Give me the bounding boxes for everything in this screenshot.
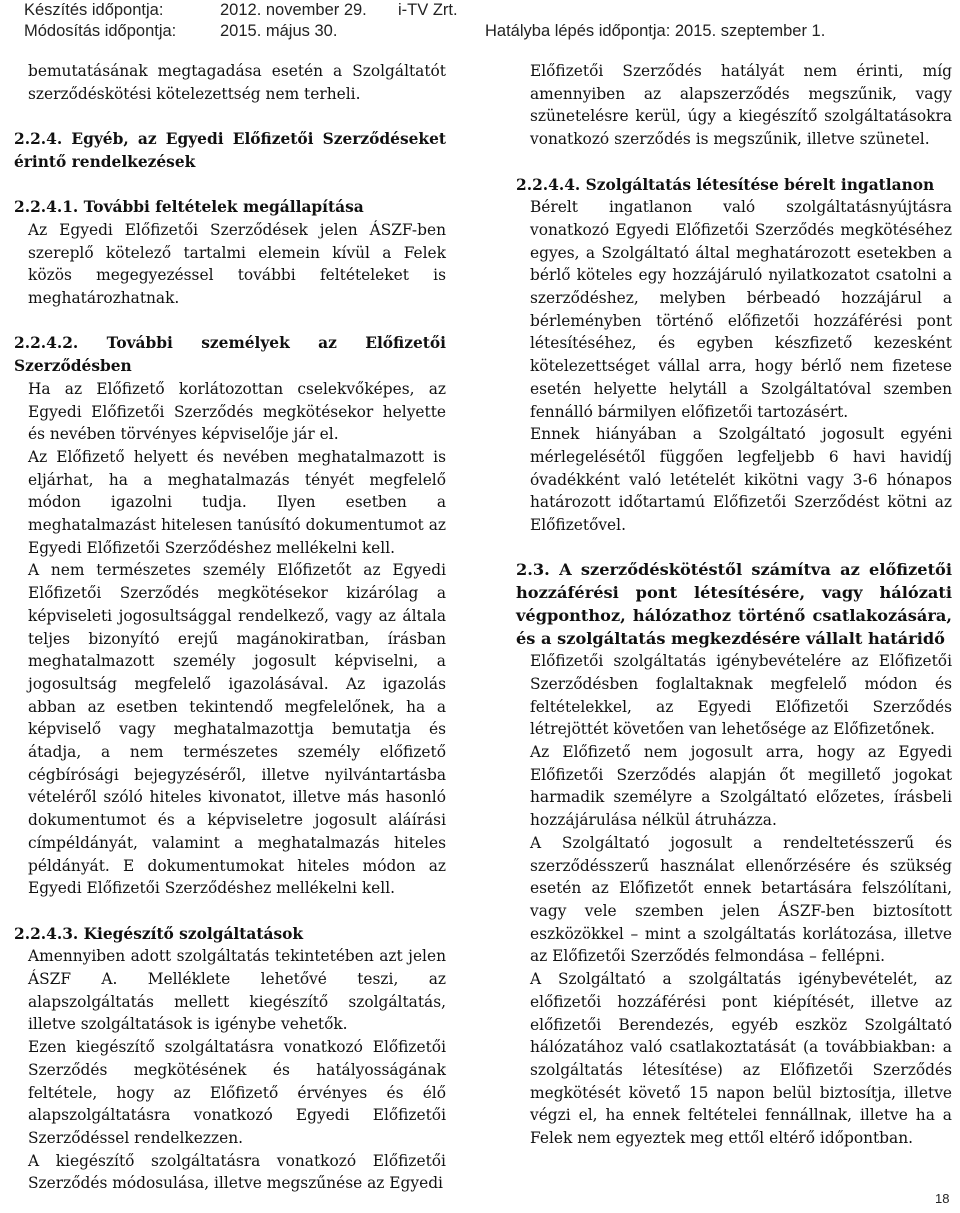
paragraph: A Szolgáltató jogosult a rendeltetésszerű és szerződésszerű használat ellenőrzésére és szükség esetén az Előfizetőt ennek betartására felszólítani, vagy vele szemben jelen ÁSZF-ben biztosított eszközökkel – mint a szolgáltatás korlátozása, illetve az Előfizetői Szerződés felmondása – fellépni. — [530, 833, 952, 966]
paragraph: A Szolgáltató a szolgáltatás igénybevételét, az előfizetői hozzáférési pont kiépítését, illetve az előfizetői Berendezés, egyéb eszköz Szolgáltató hálózatához való csatlakoztatását (a továbbiakban: a szolgáltatás létesítése) az Előfizetői Szerződés megkötését követő 15 napon belül biztosítja, illetve végzi el, ha ennek feltételei fennállnak, illetve ha a Felek nem egyeztek meg ettől eltérő időpontban. — [530, 970, 952, 1148]
right-column — [516, 60, 952, 1150]
paragraph: A nem természetes személy Előfizetőt az Egyedi Előfizetői Szerződés megkötésekor kizárólag a képviseleti jogosultsággal rendelkező, vagy az általa teljes bizonyító erejű magánokiratban, írásban meghatalmazott személy jogosult képviselni, a jogosultság megfelelő igazolásával. Az igazolás abban az esetben tekintendő megfelelőnek, ha a képviselő vagy meghatalmazottja bemutatja és átadja, a nem természetes személy előfizető cégbírósági bejegyzéséről, illetve nyilvántartásba vételéről szóló hiteles kivonatot, illetve más hasonló dokumentumot és a képviseletre jogosult aláírási címpéldányát, valamint a meghatalmazás hiteles példányát. E dokumentumokat hiteles módon az Egyedi Előfizetői Szerződéshez mellékelni kell. — [28, 561, 446, 898]
page-number: 18 — [935, 1191, 950, 1206]
created-value: 2012. november 29. — [220, 1, 367, 19]
section-heading: 2.2.4. Egyéb, az Egyedi Előfizetői Szerződéseket érintő rendelkezések — [14, 130, 446, 171]
paragraph: Az Előfizető nem jogosult arra, hogy az Egyedi Előfizetői Szerződés alapján őt megillető jogokat harmadik személyre a Szolgáltató előzetes, írásbeli hozzájárulása nélkül átruházza. — [530, 743, 952, 830]
section-heading: 2.2.4.2. További személyek az Előfizetői Szerződésben — [14, 334, 446, 376]
paragraph: Bérelt ingatlanon való szolgáltatásnyújtásra vonatkozó Egyedi Előfizetői Szerződés megkötéséhez egyes, a Szolgáltató által meghatározott esetekben a bérlő köteles egy hozzájáruló nyilatkozatot csatolni a szerződéshez, melyben bérbeadó hozzájárul a bérleményben történő előfizetői hozzáférési pont létesítéséhez, és egyben készfizető kezesként kötelezettséget vállal arra, hogy bérlő nem fizetese esetén helyette helytáll a Szolgáltatóval szemben fennálló bármilyen előfizetői tartozásért. — [530, 198, 952, 421]
paragraph: Amennyiben adott szolgáltatás tekintetében azt jelen ÁSZF A. Melléklete lehetővé teszi, az alapszolgáltatás mellett kiegészítő szolgáltatás, illetve szolgáltatások is igénybe vehetők. — [28, 947, 446, 1034]
section-heading: 2.2.4.1. További feltételek megállapítása — [14, 198, 364, 217]
paragraph: Előfizetői Szerződés hatályát nem érinti, míg amennyiben az alapszerződés megszűnik, vagy szünetelésre kerül, úgy a kiegészítő szolgáltatásokra vonatkozó szerződés is megszűnik, illetve szünetel. — [530, 62, 952, 149]
paragraph: A kiegészítő szolgáltatásra vonatkozó Előfizetői Szerződés módosulása, illetve megszűnése az Egyedi — [28, 1151, 446, 1193]
section-heading: 2.2.4.4. Szolgáltatás létesítése bérelt ingatlanon — [516, 175, 935, 194]
left-column — [14, 60, 446, 1195]
paragraph: bemutatásának megtagadása esetén a Szolgáltatót szerződéskötési kötelezettség nem terheli. — [28, 62, 446, 103]
paragraph: Az Előfizető helyett és nevében meghatalmazott is eljárhat, ha a meghatalmazás tényét megfelelő módon igazolni tudja. Ilyen esetben a meghatalmazást hitelesen tanúsító dokumentumot az Egyedi Előfizetői Szerződéshez mellékelni kell. — [28, 447, 446, 557]
paragraph: Az Egyedi Előfizetői Szerződések jelen ÁSZF-ben szereplő kötelező tartalmi elemein kívül a Felek közös megegyezéssel további feltételeket is meghatározhatnak. — [28, 220, 446, 307]
paragraph: Ennek hiányában a Szolgáltató jogosult egyéni mérlegelésétől függően legfeljebb 6 havi havidíj óvadékként való letételét kikötni vagy 3-6 hónapos határozott időtartamú Előfizetői Szerződést kötni az Előfizetővel. — [530, 425, 952, 535]
page-header — [24, 0, 944, 44]
effective-date: Hatályba lépés időpontja: 2015. szeptember 1. — [485, 22, 826, 40]
paragraph: Előfizetői szolgáltatás igénybevételére az Előfizetői Szerződésben foglaltaknak megfelelő módon és feltételekkel, az Egyedi Előfizetői Szerződés létrejöttét követően van lehetősége az Előfizetőnek. — [530, 652, 952, 739]
company-name: i-TV Zrt. — [398, 1, 458, 19]
modified-label: Módosítás időpontja: — [24, 22, 177, 40]
modified-value: 2015. május 30. — [220, 22, 338, 40]
paragraph: Ha az Előfizető korlátozottan cselekvőképes, az Egyedi Előfizetői Szerződés megkötésekor helyette és nevében törvényes képviselője jár el. — [28, 379, 446, 444]
paragraph: Ezen kiegészítő szolgáltatásra vonatkozó Előfizetői Szerződés megkötésének és hatályosságának feltétele, hogy az Előfizető érvényes és élő alapszolgáltatásra vonatkozó Egyedi Előfizetői Szerződéssel rendelkezzen. — [28, 1038, 446, 1147]
section-heading: 2.2.4.3. Kiegészítő szolgáltatások — [14, 924, 304, 943]
section-heading: 2.3. A szerződéskötéstől számítva az előfizetői hozzáférési pont létesítésére, vagy hálózati végponthoz, hálózathoz történő csatlakozására, és a szolgáltatás megkezdésére vállalt határidő — [516, 560, 952, 648]
created-label: Készítés időpontja: — [24, 1, 164, 19]
